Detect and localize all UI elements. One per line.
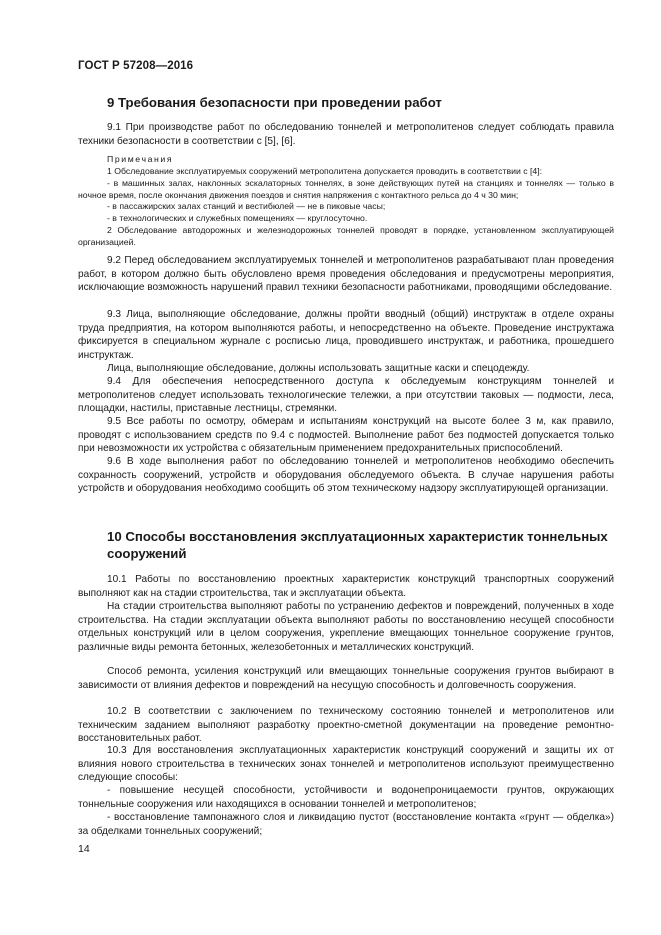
paragraph-10-3: 10.3 Для восстановления эксплуатационных характеристик конструкций сооружений и защиты их от влияния нового строительства в технических зонах тоннелей и метрополитенов используют преимущественно следующие способы: [78, 745, 614, 783]
paragraph-9-4: 9.4 Для обеспечения непосредственного доступа к обследуемым конструкциям тоннелей и метрополитенов следует использовать технологические тележки, а при отсутствии таковых — подмости, леса, площадки, настилы, приставные лестницы, стремянки. [78, 376, 614, 414]
section-10-heading-line-2: сооружений [107, 546, 187, 561]
notes-label: Примечания [107, 154, 174, 164]
paragraph-9-5: 9.5 Все работы по осмотру, обмерам и испытаниям конструкций на высоте более 3 м, как правило, проводят с использованием средств по 9.4 с подмостей. Выполнение работ без подмостей допускается только при невозможности их устройства с обязательным применением предохранительных приспособлений. [78, 416, 614, 454]
paragraph-10-1: 10.1 Работы по восстановлению проектных характеристик конструкций транспортных сооружений выполняют как на стадии строительства, так и эксплуатации объекта. [78, 574, 614, 599]
note-2: 2 Обследование автодорожных и железнодорожных тоннелей проводят в порядке, установленном эксплуатирующей организацией. [78, 225, 614, 247]
paragraph-10-1-repair-method: Способ ремонта, усиления конструкций или вмещающих тоннельные сооружения грунтов выбирают в зависимости от влияния дефектов и повреждений на несущую способность и долговечность сооружения. [78, 666, 614, 691]
paragraph-9-3-helmets: Лица, выполняющие обследование, должны использовать защитные каски и спецодежду. [107, 363, 530, 374]
section-10-heading-line-1: 10 Способы восстановления эксплуатационных характеристик тоннельных [107, 529, 608, 544]
page-number: 14 [78, 843, 90, 855]
paragraph-10-2: 10.2 В соответствии с заключением по техническому состоянию тоннелей и метрополитенов или техническим заданием выполняют разработку проектно-сметной документации на проведение ремонтно-восстановительных работ. [78, 706, 614, 744]
note-1-item-passenger-halls: - в пассажирских залах станций и вестибюлей — не в пиковые часы; [107, 201, 386, 211]
note-1-item-machine-halls: - в машинных залах, наклонных эскалаторных тоннелях, в зоне действующих путей на станциях и тоннелях — только в ночное время, после окончания движения поездов и снятия напряжения с контактного рельса до 4 ч 30 мин; [78, 178, 614, 200]
paragraph-10-3-item-grout: - восстановление тампонажного слоя и ликвидацию пустот (восстановление контакта «грунт — обделка») за обделками тоннельных сооружений; [78, 812, 614, 837]
paragraph-9-3: 9.3 Лица, выполняющие обследование, должны пройти вводный (общий) инструктаж в отделе охраны труда предприятия, на котором выполняются работы, и непосредственно на объекте. Проведение инструктажа фиксируется в специальном журнале с росписью лица, проводившего инструктаж, и работника, прошедшего инструктаж. [78, 309, 614, 361]
paragraph-9-6: 9.6 В ходе выполнения работ по обследованию тоннелей и метрополитенов необходимо обеспечить сохранность сооружений, устройств и оборудования обследуемого объекта. В случае нарушения работы устройств и оборудования необходимо сообщить об этом техническому надзору эксплуатирующей организации. [78, 456, 614, 494]
paragraph-10-3-item-soil: - повышение несущей способности, устойчивости и водонепроницаемости грунтов, окружающих тоннельные сооружения или находящихся в основании тоннелей и метрополитенов; [78, 785, 614, 810]
paragraph-9-1: 9.1 При производстве работ по обследованию тоннелей и метрополитенов следует соблюдать правила техники безопасности в соответствии с [5], [6]. [78, 122, 614, 147]
note-1: 1 Обследование эксплуатируемых сооружений метрополитена допускается проводить в соответствии с [4]: [107, 166, 543, 176]
document-code: ГОСТ Р 57208—2016 [78, 60, 194, 72]
paragraph-10-1-construction: На стадии строительства выполняют работы по устранению дефектов и повреждений, полученных в ходе строительства. На стадии эксплуатации объекта выполняют работы по восстановлению несущей способности отдельных конструкций или в целом сооружения, укрепление вмещающих тоннельное сооружение грунтов, различные виды ремонта бетонных, железобетонных и металлических конструкций. [78, 601, 614, 653]
section-9-heading: 9 Требования безопасности при проведении работ [107, 95, 442, 110]
note-1-item-service-rooms: - в технологических и служебных помещениях — круглосуточно. [107, 213, 368, 223]
paragraph-9-2: 9.2 Перед обследованием эксплуатируемых тоннелей и метрополитенов разрабатывают план проведения работ, в котором должно быть обусловлено время проведения обследования и предусмотрены мероприятия, исключающие возможность нарушений правил техники безопасности работниками, проводящими обследование. [78, 255, 614, 293]
